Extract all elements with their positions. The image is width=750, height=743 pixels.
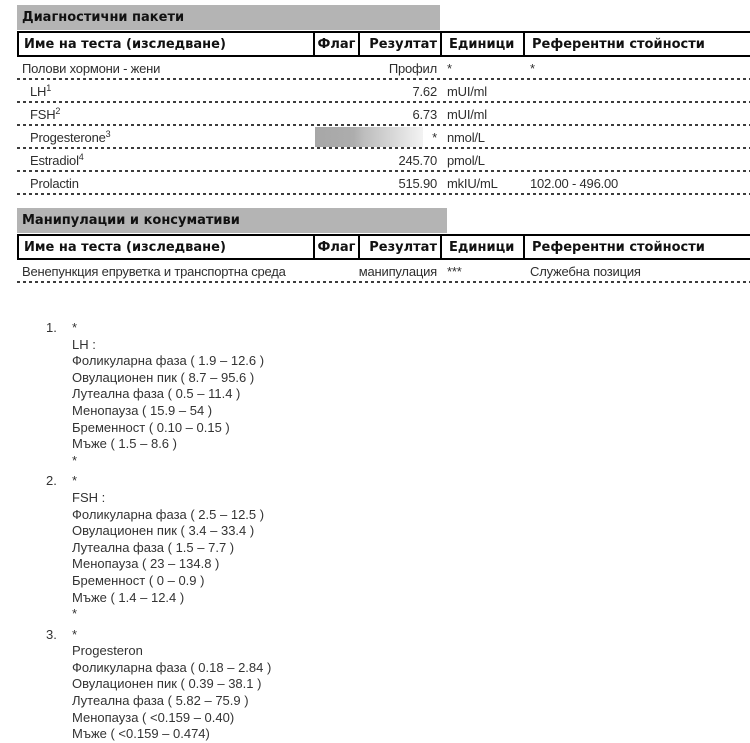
footnote-line: Овулационен пик ( 3.4 – 33.4 ): [72, 523, 255, 539]
footnote-line: Фоликуларна фаза ( 0.18 – 2.84 ): [72, 659, 272, 675]
footnote-lines: [72, 627, 750, 743]
section-title: Диагностични пакети: [22, 10, 185, 25]
section-title: Манипулации и консумативи: [22, 213, 240, 228]
footnote-line: Progesteron: [72, 643, 143, 659]
footnote-line: Менопауза ( <0.159 – 0.40): [72, 709, 235, 725]
column-header-units: Единици: [440, 33, 523, 55]
footnote-line: Менопауза ( 15.9 – 54 ): [72, 402, 213, 418]
test-name: Венепункция епруветка и транспортна среда: [22, 264, 286, 279]
column-header-reference: Референтни стойности: [523, 236, 750, 258]
footnote-line: *: [72, 452, 78, 468]
column-header-test-name: Име на теста (изследване): [17, 236, 313, 258]
footnote-lines: [72, 473, 750, 622]
reference-cell: *: [530, 61, 535, 76]
test-row: [17, 172, 750, 195]
reference-cell: [523, 103, 750, 126]
footnote-number: 1.: [46, 320, 57, 335]
test-name-cell: [17, 172, 313, 195]
result-cell: [358, 57, 440, 80]
section-title-bar: [17, 5, 440, 30]
units-cell: nmol/L: [447, 130, 485, 145]
footnote-lines: [72, 320, 750, 469]
section-title-bar: [17, 208, 447, 233]
footnote-line: Мъже ( 1.4 – 12.4 ): [72, 589, 185, 605]
column-header-test-name: Име на теста (изследване): [17, 33, 313, 55]
footnote-line: Лутеална фаза ( 1.5 – 7.7 ): [72, 539, 235, 555]
test-row: [17, 80, 750, 103]
column-header-reference: Референтни стойности: [523, 33, 750, 55]
column-header-flag: Флаг: [313, 236, 358, 258]
test-name: FSH: [30, 107, 56, 122]
test-name: Estradiol: [30, 153, 79, 168]
footnote-line: Бременност ( 0.10 – 0.15 ): [72, 419, 230, 435]
reference-cell: [523, 149, 750, 172]
result-value: 6.73: [412, 107, 437, 122]
footnote-item: [46, 473, 750, 622]
footnote-line: FSH :: [72, 489, 106, 505]
test-name-cell: FSH $^2$: [30, 105, 61, 122]
footnote-line: *: [72, 626, 78, 642]
footnote-line: Мъже ( 1.5 – 8.6 ): [72, 436, 177, 452]
units-cell: mUI/ml: [447, 84, 487, 99]
test-name: Prolactin: [30, 176, 79, 191]
flag-cell: [313, 80, 358, 103]
reference-cell: [523, 80, 750, 103]
reference-cell: Служебна позиция: [530, 264, 641, 279]
results-table-header: [17, 234, 750, 260]
result-value: 7.62: [412, 84, 437, 99]
result-cell: [358, 103, 440, 126]
units-cell: *: [447, 61, 452, 76]
footnote-number: 3.: [46, 626, 57, 642]
test-name-cell: Progesterone $^3$: [30, 128, 111, 145]
footnote-line: *: [72, 320, 78, 335]
test-row: [17, 260, 750, 283]
footnote-line: Бременност ( 0 – 0.9 ): [72, 572, 205, 588]
test-row: [17, 57, 750, 80]
units-cell: pmol/L: [447, 153, 485, 168]
units-cell: ***: [447, 264, 462, 279]
redaction-box: [315, 127, 423, 147]
test-name-cell: LH $^1$: [30, 82, 52, 99]
footnote-line: LH :: [72, 336, 96, 352]
footnote-line: *: [72, 606, 78, 622]
footnote-line: Менопауза ( 23 – 134.8 ): [72, 556, 220, 572]
test-name: LH: [30, 84, 47, 99]
footnote-line: Фоликуларна фаза ( 2.5 – 12.5 ): [72, 506, 265, 522]
footnote-line: Лутеална фаза ( 0.5 – 11.4 ): [72, 386, 241, 402]
test-name-cell: [17, 260, 313, 283]
result-cell: [358, 172, 440, 195]
test-name: Полови хормони - жени: [22, 61, 161, 76]
flag-cell: [313, 57, 358, 80]
column-header-result: Резултат: [358, 236, 440, 258]
reference-cell: [523, 126, 750, 149]
result-value: *: [432, 130, 437, 145]
test-name-cell: Estradiol $^4$: [30, 151, 84, 168]
results-table-rows: [17, 260, 750, 283]
result-value: 245.70: [398, 153, 437, 168]
result-value: Профил: [388, 61, 437, 76]
footnotes-list: [46, 320, 750, 743]
footnote-item: [46, 320, 750, 469]
units-cell: mUI/ml: [447, 107, 487, 122]
column-header-units: Единици: [440, 236, 523, 258]
footnote-line: Овулационен пик ( 8.7 – 95.6 ): [72, 369, 255, 385]
result-value: 515.90: [398, 176, 437, 191]
result-value: манипулация: [358, 264, 437, 279]
test-row: [17, 126, 750, 149]
section-diagnostic-packages: [17, 5, 750, 195]
section-manipulations: [17, 208, 750, 283]
footnote-line: Лутеална фаза ( 5.82 – 75.9 ): [72, 693, 249, 709]
reference-cell: 102.00 - 496.00: [530, 176, 619, 191]
test-row: [17, 103, 750, 126]
test-row: [17, 149, 750, 172]
footnote-line: Фоликуларна фаза ( 1.9 – 12.6 ): [72, 353, 265, 369]
flag-cell: [313, 172, 358, 195]
test-name: Progesterone: [30, 130, 106, 145]
footnote-line: Мъже ( <0.159 – 0.474): [72, 726, 210, 742]
result-cell: [358, 80, 440, 103]
footnote-number: 2.: [46, 473, 57, 489]
result-cell: [358, 149, 440, 172]
footnote-line: Овулационен пик ( 0.39 – 38.1 ): [72, 676, 262, 692]
column-header-result: Резултат: [358, 33, 440, 55]
flag-cell: [313, 149, 358, 172]
footnote-line: *: [72, 473, 78, 489]
result-cell: [358, 260, 440, 283]
column-header-flag: Флаг: [313, 33, 358, 55]
footnote-item: [46, 626, 750, 743]
flag-cell: [313, 260, 358, 283]
flag-cell: [313, 103, 358, 126]
results-table-rows: [17, 57, 750, 195]
test-name-cell: [17, 57, 313, 80]
units-cell: mkIU/mL: [447, 176, 498, 191]
results-table-header: [17, 31, 750, 57]
